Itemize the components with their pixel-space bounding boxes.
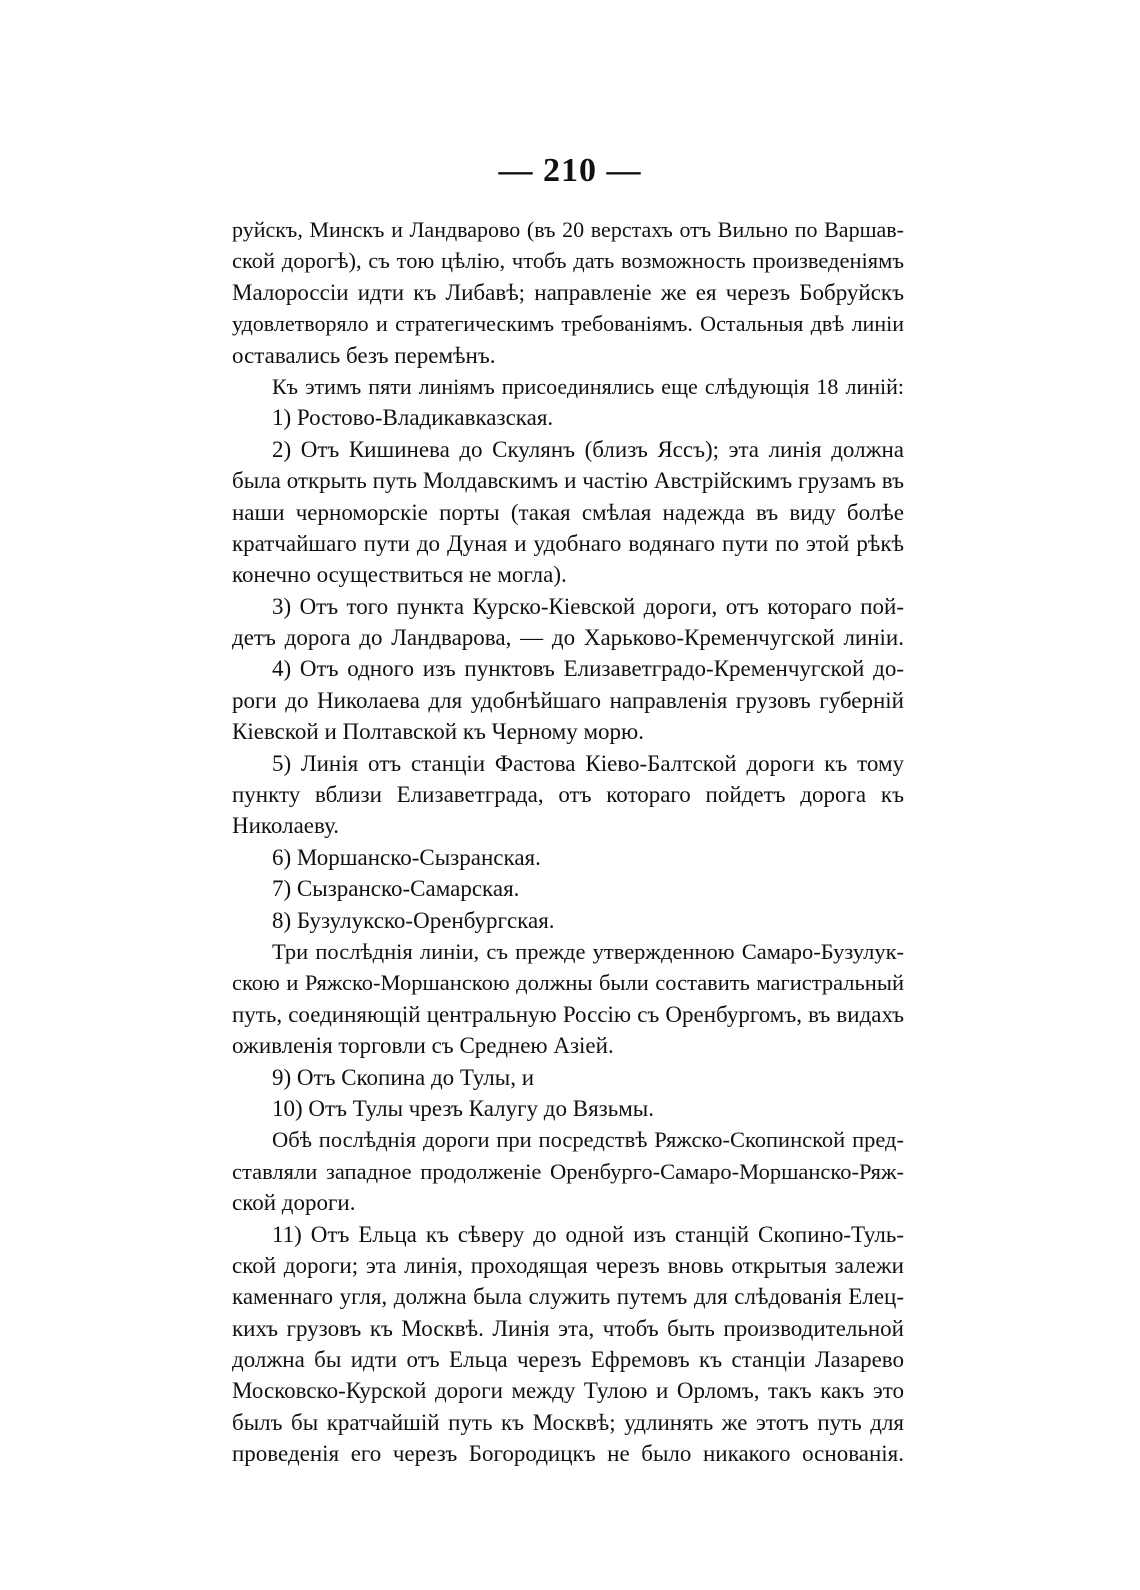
- text-line: 3) Отъ того пункта Курско-Кіевской дороги, отъ котораго пой-: [272, 593, 904, 619]
- text-line: кратчайшаго пути до Дуная и удобнаго водянаго пути по этой рѣкѣ: [232, 530, 904, 556]
- text-line: роги до Николаева для удобнѣйшаго направленія грузовъ губерній: [232, 687, 904, 713]
- text-line: Московско-Курской дороги между Тулою и Орломъ, такъ какъ это: [232, 1378, 904, 1404]
- text-line: ской дороги; эта линія, проходящая черезъ вновь открытыя залежи: [232, 1252, 904, 1278]
- text-line: Николаеву.: [232, 813, 340, 839]
- text-line: кихъ грузовъ къ Москвѣ. Линія эта, чтобъ быть производительной: [232, 1315, 904, 1341]
- text-line: 6) Моршанско-Сызранская.: [272, 844, 541, 870]
- text-line: Обѣ послѣднія дороги при посредствѣ Ряжско-Скопинской пред-: [272, 1127, 904, 1153]
- text-line: 10) Отъ Тулы чрезъ Калугу до Вязьмы.: [272, 1095, 654, 1121]
- text-line: 8) Бузулукско-Оренбургская.: [272, 907, 555, 933]
- text-line: Къ этимъ пяти линіямъ присоединялись еще слѣдующія 18 линій:: [272, 373, 904, 399]
- text-line: проведенія его черезъ Богородицкъ не было никакого основанія.: [232, 1441, 904, 1467]
- text-line: ской дорогѣ), съ тою цѣлію, чтобъ дать возможность произведеніямъ: [232, 248, 904, 274]
- text-line: пункту вблизи Елизаветграда, отъ котораго пойдетъ дорога къ: [232, 782, 904, 808]
- text-line: наши черноморскіе порты (такая смѣлая надежда въ виду болѣе: [232, 499, 904, 525]
- text-line: 7) Сызранско-Самарская.: [272, 876, 520, 902]
- text-line: скою и Ряжско-Моршанскою должны были составить магистральный: [232, 970, 904, 996]
- text-line: 1) Ростово-Владикавказская.: [272, 405, 554, 431]
- page-number: — 210 —: [498, 152, 642, 189]
- text-line: ставляли западное продолженіе Оренбурго-Самаро-Моршанско-Ряж-: [232, 1158, 904, 1184]
- text-line: 4) Отъ одного изъ пунктовъ Елизаветградо-Кременчугской до-: [272, 656, 904, 682]
- text-line: каменнаго угля, должна была служить путемъ для слѣдованія Елец-: [232, 1284, 904, 1310]
- text-line: руйскъ, Минскъ и Ландварово (въ 20 верстахъ отъ Вильно по Варшав-: [232, 217, 904, 242]
- text-line: ской дороги.: [232, 1190, 356, 1216]
- text-line: Кіевской и Полтавской къ Черному морю.: [232, 719, 644, 745]
- text-line: Три послѣднія линіи, съ прежде утвержденною Самаро-Бузулук-: [272, 938, 904, 964]
- text-line: былъ бы кратчайшій путь къ Москвѣ; удлинять же этотъ путь для: [232, 1409, 904, 1435]
- text-line: оставались безъ перемѣнъ.: [232, 342, 496, 368]
- text-line: путь, соединяющій центральную Россію съ Оренбургомъ, въ видахъ: [232, 1001, 904, 1027]
- text-line: 11) Отъ Ельца къ сѣверу до одной изъ станцій Скопино-Туль-: [272, 1221, 904, 1247]
- text-line: была открыть путь Молдавскимъ и частію Австрійскимъ грузамъ въ: [232, 468, 904, 494]
- text-line: конечно осуществиться не могла).: [232, 562, 567, 588]
- text-line: детъ дорога до Ландварова, — до Харьково-Кременчугской линіи.: [232, 625, 904, 651]
- body-text: [232, 214, 904, 1470]
- text-line: Малороссіи идти къ Либавѣ; направленіе же ея черезъ Бобруйскъ: [232, 279, 904, 305]
- text-line: оживленія торговли съ Среднею Азіей.: [232, 1033, 614, 1059]
- text-line: 9) Отъ Скопина до Тулы, и: [272, 1064, 535, 1090]
- text-line: удовлетворяло и стратегическимъ требованіямъ. Остальныя двѣ линіи: [232, 311, 904, 337]
- text-line: 5) Линія отъ станціи Фастова Кіево-Балтской дороги къ тому: [272, 750, 904, 776]
- text-line: 2) Отъ Кишинева до Скулянъ (близъ Яссъ); эта линія должна: [272, 436, 904, 462]
- text-line: должна бы идти отъ Ельца черезъ Ефремовъ къ станціи Лазарево: [232, 1347, 904, 1373]
